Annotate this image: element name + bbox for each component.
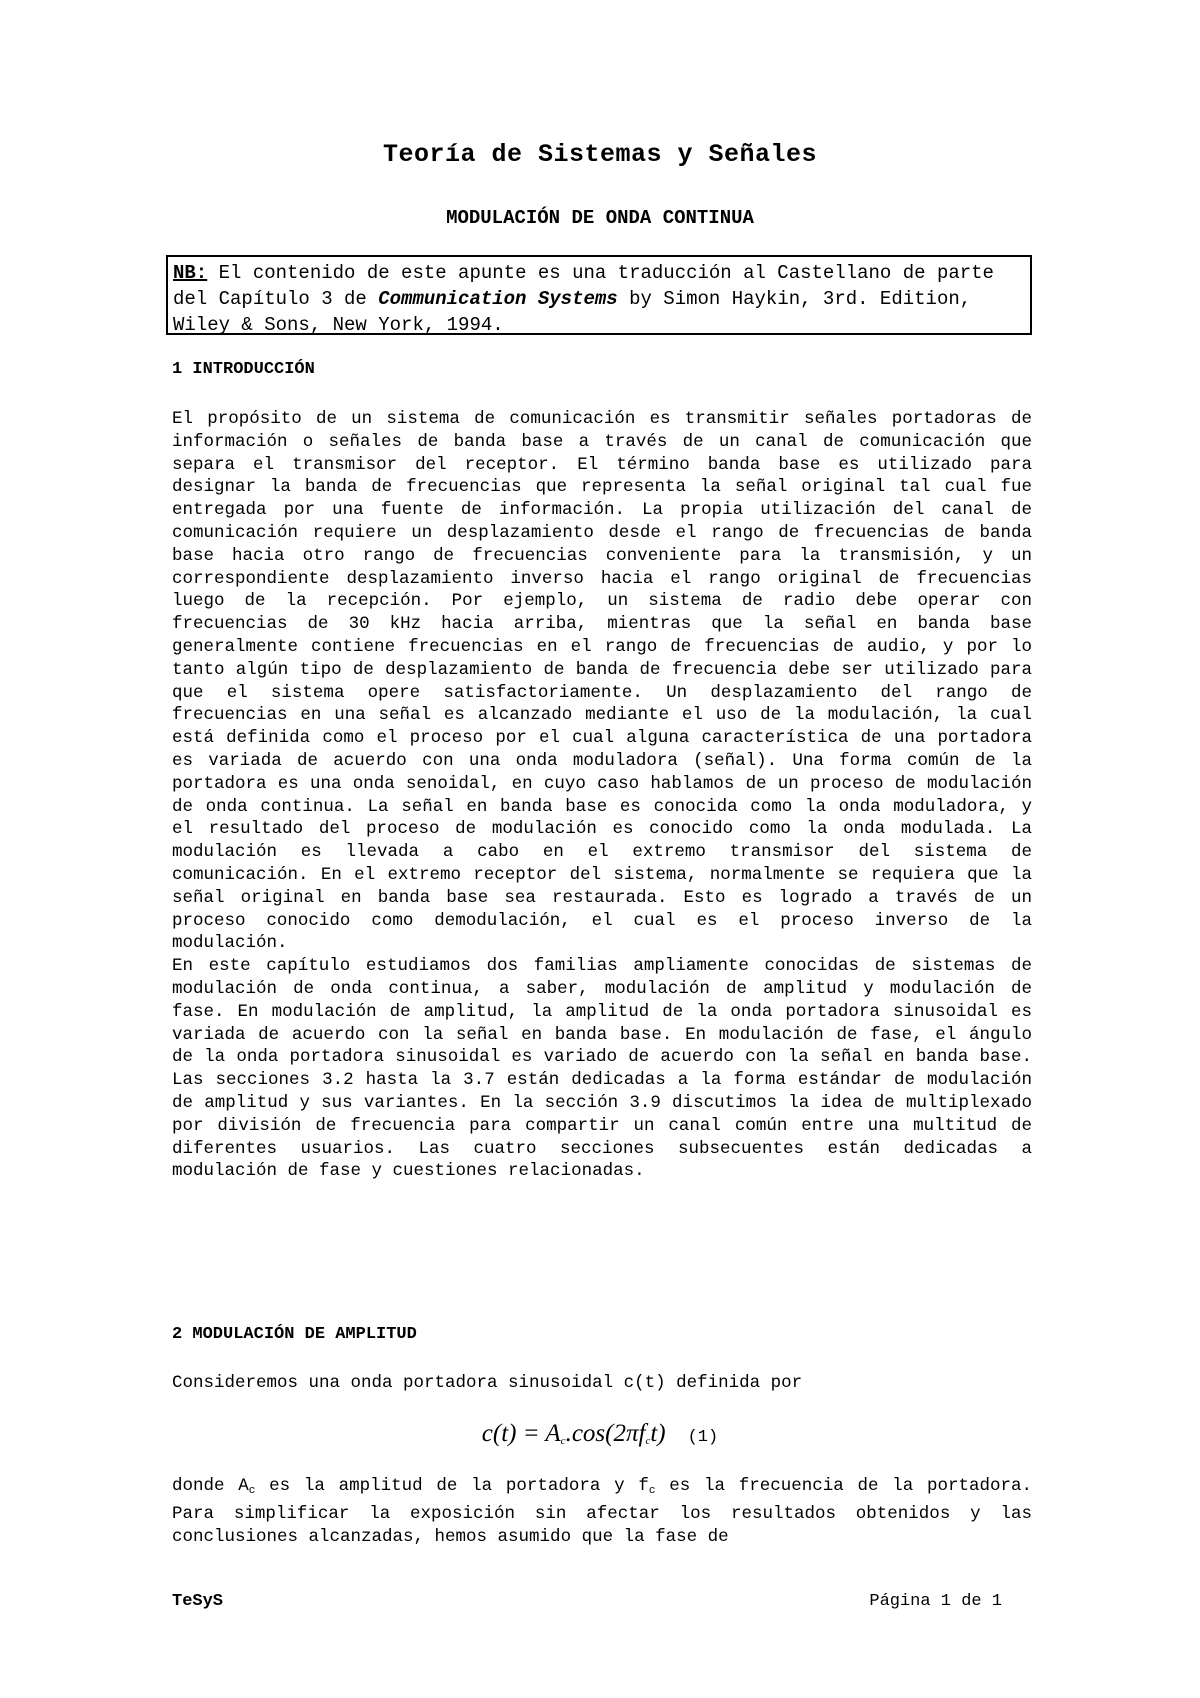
- section-2-intro: Consideremos una onda portadora sinusoidal c(t) definida por: [172, 1373, 803, 1393]
- equation-1: [0, 1420, 1200, 1448]
- footer-left: TeSyS: [172, 1592, 224, 1611]
- eq-mid: .cos(2πf: [565, 1420, 646, 1447]
- note-text-after: by Simon Haykin, 3rd. Edition, Wiley & Sons, New York, 1994.: [173, 288, 972, 336]
- eq-lhs: c(t) = A: [481, 1420, 561, 1447]
- note-box: [166, 255, 1032, 335]
- equation-formula: [482, 1420, 666, 1447]
- after-sub-1: c: [248, 1485, 256, 1497]
- section-heading-introduction: 1 INTRODUCCIÓN: [172, 360, 315, 379]
- after-text-2: es la amplitud de la portadora y f: [255, 1476, 649, 1496]
- after-sub-2: c: [648, 1485, 656, 1497]
- paragraph: El propósito de un sistema de comunicación es transmitir señales portadoras de información o señales de banda base a través de un canal de comunicación que separa el transmisor del receptor. El término banda base es utilizado para designar la banda de frecuencias que representa la señal original tal cual fue entregada por una fuente de información. La propia utilización del canal de comunicación requiere un desplazamiento desde el rango de frecuencias de banda base hacia otro rango de frecuencias conveniente para la transmisión, y un correspondiente desplazamiento inverso hacia el rango original de frecuencias luego de la recepción. Por ejemplo, un sistema de radio debe operar con frecuencias de 30 kHz hacia arriba, mientras que la señal en banda base generalmente contiene frecuencias en el rango de frecuencias de audio, y por lo tanto algún tipo de desplazamiento de banda de frecuencia debe ser utilizado para que el sistema opere satisfactoriamente. Un desplazamiento del rango de frecuencias en una señal es alcanzado mediante el uso de la modulación, la cual está definida como el proceso por el cual alguna característica de una portadora es variada de acuerdo con una onda moduladora (señal). Una forma común de la portadora es una onda senoidal, en cuyo caso hablamos de un proceso de modulación de onda continua. La señal en banda base es conocida como la onda moduladora, y el resultado del proceso de modulación es conocido como la onda modulada. La modulación es llevada a cabo en el extremo transmisor del sistema de comunicación. En el extremo receptor del sistema, normalmente se requiera que la señal original en banda base sea restaurada. Esto es logrado a través de un proceso conocido como demodulación, el cual es el proceso inverso de la modulación.: [172, 409, 1032, 954]
- eq-rhs: t): [650, 1420, 666, 1447]
- note-label: NB:: [173, 262, 208, 284]
- eq-sub-2: c: [645, 1435, 651, 1447]
- equation-number: (1): [687, 1428, 719, 1447]
- paragraph: En este capítulo estudiamos dos familias ampliamente conocidas de sistemas de modulación de onda continua, a saber, modulación de amplitud y modulación de fase. En modulación de amplitud, la amplitud de la onda portadora sinusoidal es variada de acuerdo con la señal en banda base. En modulación de fase, el ángulo de la onda portadora sinusoidal es variado de acuerdo con la señal en banda base. Las secciones 3.2 hasta la 3.7 están dedicadas a la forma estándar de modulación de amplitud y sus variantes. En la sección 3.9 discutimos la idea de multiplexado por división de frecuencia para compartir un canal común entre una multitud de diferentes usuarios. Las cuatro secciones subsecuentes están dedicadas a modulación de fase y cuestiones relacionadas.: [172, 956, 1032, 1182]
- section-1-body: [172, 408, 1032, 1183]
- note-text-before: El contenido de este apunte es una traducción al Castellano de parte del Capítulo 3 de: [173, 262, 994, 310]
- document-title: Teoría de Sistemas y Señales: [382, 140, 818, 169]
- note-book-title: Communication Systems: [378, 288, 618, 310]
- after-text-3: es la frecuencia de la portadora. Para simplificar la exposición sin afectar los resultados obtenidos y las conclusiones alcanzadas, hemos asumido que la fase de: [172, 1476, 1033, 1547]
- footer-page-number: Página 1 de 1: [869, 1592, 1002, 1611]
- section-2-after-equation: [172, 1475, 1032, 1548]
- after-text-1: donde A: [172, 1476, 249, 1496]
- section-heading-amplitude-modulation: 2 MODULACIÓN DE AMPLITUD: [172, 1325, 417, 1344]
- eq-sub-1: c: [560, 1435, 566, 1447]
- document-subtitle: MODULACIÓN DE ONDA CONTINUA: [446, 207, 754, 229]
